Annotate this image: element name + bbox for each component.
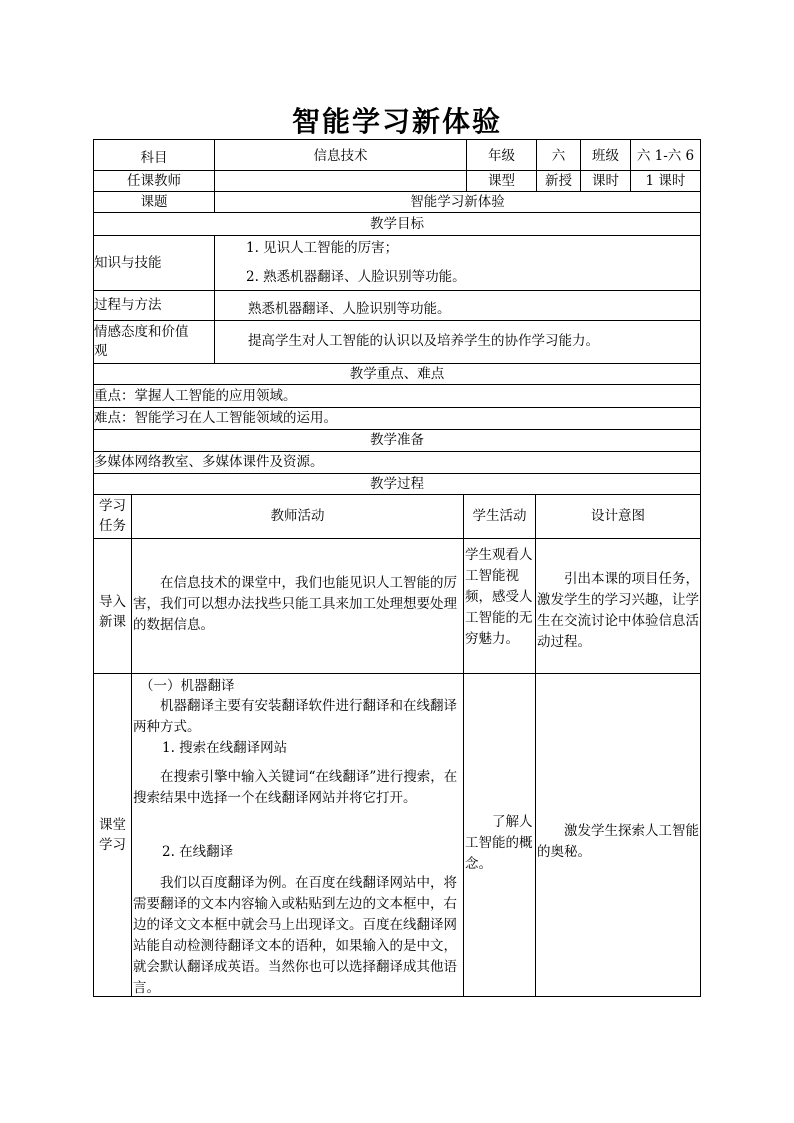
row2-teacher-p1: 机器翻译主要有安装翻译软件进行翻译和在线翻译两种方式。	[133, 698, 457, 735]
document-title: 智能学习新体验	[291, 105, 502, 138]
grade-label: 年级	[488, 148, 515, 164]
row1-student-activity: 学生观看人工智能视频，感受人工智能的无穷魅力。	[465, 547, 533, 647]
keypoint-text: 重点：掌握人工智能的应用领域。	[94, 388, 297, 404]
emotion-label-line1: 情感态度和价值	[94, 324, 189, 340]
keypoints-header: 教学重点、难点	[349, 366, 445, 382]
row1-task-line2: 新课	[99, 614, 126, 630]
row2-task-line1: 课堂	[99, 817, 126, 833]
row2-teacher-heading: （一）机器翻译	[140, 678, 235, 694]
col-teacher: 教师活动	[270, 508, 325, 524]
emotion-text: 提高学生对人工智能的认识以及培养学生的协作学习能力。	[248, 333, 599, 349]
row1-design-intent: 引出本课的项目任务，激发学生的学习兴趣，让学生在交流讨论中体验信息活动过程。	[537, 571, 699, 650]
grade-value: 六	[551, 148, 566, 164]
topic-value: 智能学习新体验	[410, 194, 505, 210]
preparation-text: 多媒体网络教室、多媒体课件及资源。	[94, 454, 324, 470]
lesson-type-value: 新授	[545, 173, 572, 189]
emotion-label-line2: 观	[94, 343, 108, 359]
row2-teacher-p3: 我们以百度翻译为例。在百度在线翻译网站中，将需要翻译的文本内容输入或粘贴到左边的文本框中，右边的译文文本框中就会马上出现译文。百度在线翻译网站能自动检测待翻译文本的语种，如果输入的是中文，就会默认翻译成英语。当然你也可以选择翻译成其他语言。	[133, 875, 457, 996]
subject-value: 信息技术	[313, 148, 368, 164]
row2-student-activity: 了解人工智能的概念。	[465, 814, 533, 872]
difficulty-text: 难点：智能学习在人工智能领域的运用。	[94, 410, 337, 426]
hours-label: 课时	[592, 173, 619, 189]
row2-teacher-sub1: 1. 搜索在线翻译网站	[162, 740, 288, 756]
process-header: 教学过程	[370, 476, 424, 492]
row2-design-intent: 激发学生探索人工智能的奥秘。	[537, 823, 699, 860]
row2-teacher-p2: 在搜索引擎中输入关键词“在线翻译”进行搜索，在搜索结果中选择一个在线翻译网站并将它打开。	[133, 769, 458, 806]
teacher-label: 任课教师	[127, 173, 181, 189]
class-label: 班级	[592, 148, 619, 164]
col-design: 设计意图	[591, 508, 645, 524]
knowledge-label: 知识与技能	[94, 255, 162, 271]
objectives-header: 教学目标	[370, 216, 424, 232]
col-task-line1: 学习	[99, 498, 126, 514]
topic-label: 课题	[140, 194, 168, 210]
row2-task-line2: 学习	[99, 837, 126, 853]
subject-label: 科目	[140, 150, 168, 166]
preparation-header: 教学准备	[370, 432, 424, 448]
hours-value: 1 课时	[645, 173, 686, 189]
lesson-type-label: 课型	[488, 173, 515, 189]
knowledge-item-2: 2. 熟悉机器翻译、人脸识别等功能。	[246, 269, 466, 285]
class-value: 六 1-六 6	[636, 148, 695, 164]
row1-task-line1: 导入	[99, 594, 126, 610]
process-method-text: 熟悉机器翻译、人脸识别等功能。	[248, 301, 451, 317]
col-task-line2: 任务	[99, 518, 126, 534]
col-student: 学生活动	[472, 508, 527, 524]
row2-teacher-sub2: 2. 在线翻译	[162, 844, 234, 860]
row1-teacher-activity: 在信息技术的课堂中，我们也能见识人工智能的厉害，我们可以想办法找些只能工具来加工处理想要处理的数据信息。	[133, 575, 457, 633]
process-method-label: 过程与方法	[94, 297, 162, 313]
knowledge-item-1: 1. 见识人工智能的厉害；	[246, 240, 399, 256]
